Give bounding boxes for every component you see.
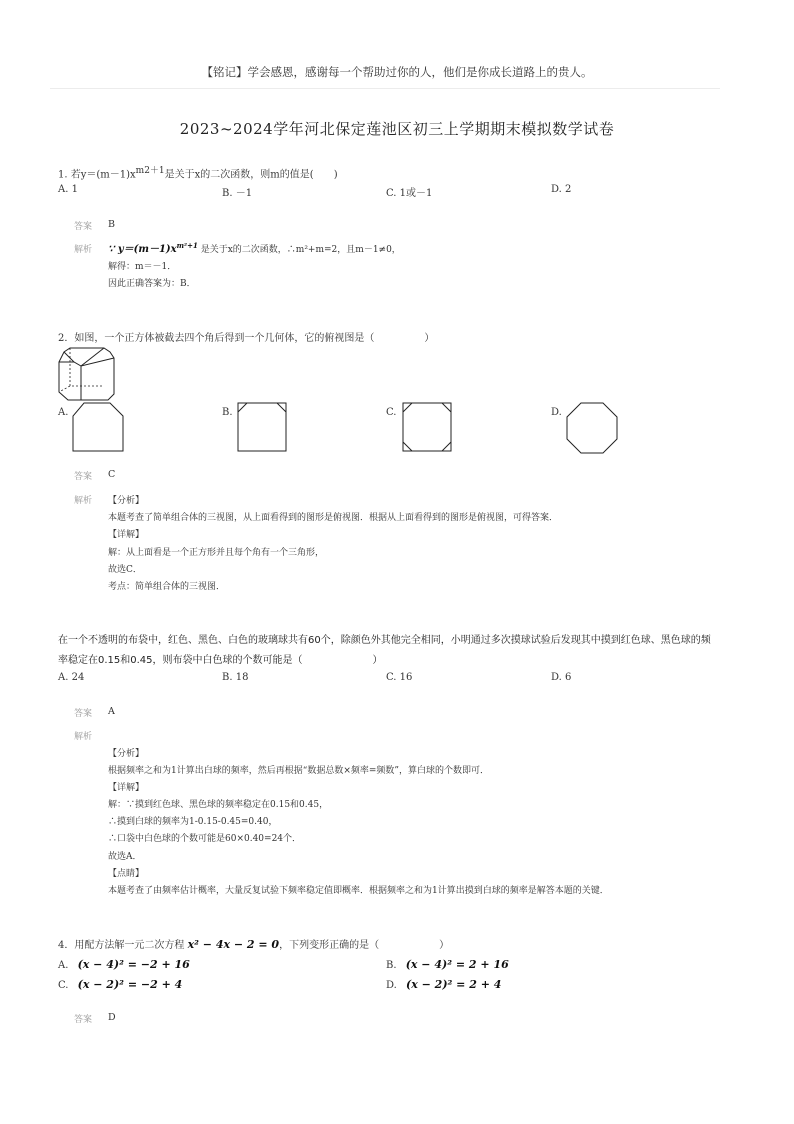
q1-analysis-text: 是关于x的二次函数，∴m²+m=2，且m－1≠0， xyxy=(200,245,401,255)
q1-option-a: A. 1 xyxy=(58,184,78,195)
q4-option-d-math: (x − 2)² = 2 + 4 xyxy=(406,978,502,991)
q4-option-a-letter: A. xyxy=(58,960,69,971)
q1-analysis-math-exponent: m²+1 xyxy=(176,241,198,250)
q4-option-b-math: (x − 4)² = 2 + 16 xyxy=(405,958,509,971)
q3-analysis-line-6: ∴口袋中白色球的个数可能是60×0.40=24个． xyxy=(108,834,302,844)
question-1-stem xyxy=(58,163,338,180)
q3-option-b: B. 18 xyxy=(222,672,249,683)
q1-option-c: C. 1或－1 xyxy=(386,188,433,199)
q2-analysis-label: 解析 xyxy=(74,496,93,506)
q3-option-c: C. 16 xyxy=(386,672,413,683)
motto-banner: 【铭记】学会感恩，感谢每一个帮助过你的人，他们是你成长道路上的贵人。 xyxy=(201,65,593,79)
q2-option-c-shape xyxy=(402,402,452,452)
q4-answer-label: 答案 xyxy=(74,1015,93,1025)
q3-analysis-line-1: 【分析】 xyxy=(108,749,145,759)
q3-analysis-line-4: 解：∵摸到红色球、黑色球的频率稳定在0.15和0.45， xyxy=(108,800,329,810)
q2-analysis-line-3: 【详解】 xyxy=(108,530,145,540)
truncated-cube-figure xyxy=(58,344,124,402)
q4-option-c xyxy=(58,978,182,991)
q2-option-b-letter: B. xyxy=(222,407,233,418)
question-4-text-a: 4．用配方法解一元二次方程 xyxy=(58,940,185,951)
q4-option-a xyxy=(58,958,190,971)
q3-option-a: A. 24 xyxy=(58,672,85,683)
q2-option-d-letter: D. xyxy=(551,407,562,418)
header-divider xyxy=(50,88,720,89)
q2-analysis-line-1: 【分析】 xyxy=(108,496,145,506)
q2-option-a-letter: A. xyxy=(58,407,69,418)
q1-option-d: D. 2 xyxy=(551,184,572,195)
q1-analysis-label: 解析 xyxy=(74,245,93,255)
q1-answer-label: 答案 xyxy=(74,222,93,232)
q3-analysis-label: 解析 xyxy=(74,732,93,742)
q3-answer-value: A xyxy=(108,706,115,717)
q4-option-d xyxy=(386,978,501,991)
question-1-exponent: m2＋1 xyxy=(135,166,165,176)
q1-analysis-line-1 xyxy=(108,240,401,255)
question-3-stem-line-2: 率稳定在0.15和0.45，则布袋中白色球的个数可能是（ ） xyxy=(58,655,383,666)
q1-analysis-line-2: 解得：m＝－1． xyxy=(108,262,177,272)
q3-answer-label: 答案 xyxy=(74,709,93,719)
q4-option-d-letter: D. xyxy=(386,980,397,991)
question-1-text-b: 是关于x的二次函数，则m的值是( ) xyxy=(164,169,338,181)
q2-analysis-line-2: 本题考查了简单组合体的三视图，从上面看得到的图形是俯视图．根据从上面看得到的图形是俯视图，可得答案． xyxy=(108,513,559,523)
q4-option-b-letter: B. xyxy=(386,960,397,971)
q3-analysis-line-2: 根据频率之和为1计算出白球的频率，然后再根据“数据总数×频率=频数”，算白球的个数即可． xyxy=(108,766,490,776)
q4-answer-value: D xyxy=(108,1012,116,1023)
q3-analysis-line-7: 故选A． xyxy=(108,852,142,862)
q1-option-b: B. －1 xyxy=(222,188,253,199)
q1-analysis-math: ∵ y＝(m－1)x xyxy=(108,244,177,255)
q3-analysis-line-5: ∴摸到白球的频率为1-0.15-0.45=0.40， xyxy=(108,817,278,827)
q4-option-c-math: (x − 2)² = −2 + 4 xyxy=(77,978,183,991)
q3-analysis-line-9: 本题考查了由频率估计概率，大量反复试验下频率稳定值即概率．根据频率之和为1计算出摸到白球的频率是解答本题的关键． xyxy=(108,886,609,896)
question-3-stem-line-1: 在一个不透明的布袋中，红色、黑色、白色的玻璃球共有60个，除颜色外其他完全相同，小明通过多次摸球试验后发现其中摸到红色球、黑色球的频 xyxy=(58,635,711,646)
q3-analysis-line-3: 【详解】 xyxy=(108,783,145,793)
question-1-text-a: 若y＝(m－1)x xyxy=(70,169,136,181)
question-2-stem: 2．如图，一个正方体被截去四个角后得到一个几何体，它的俯视图是（ ） xyxy=(58,333,435,344)
q2-option-b-shape xyxy=(237,402,287,452)
question-4-text-b: ，下列变形正确的是（ ） xyxy=(279,940,450,951)
q2-option-d-shape xyxy=(566,402,618,454)
q4-option-b xyxy=(386,958,509,971)
q2-option-c-letter: C. xyxy=(386,407,397,418)
q1-answer-value: B xyxy=(108,219,115,230)
q3-analysis-line-8: 【点睛】 xyxy=(108,869,145,879)
q2-analysis-line-4: 解：从上面看是一个正方形并且每个角有一个三角形， xyxy=(108,548,325,558)
question-4-equation: x² − 4x − 2 = 0 xyxy=(187,938,280,951)
q2-analysis-line-5: 故选C． xyxy=(108,565,142,575)
q2-analysis-line-6: 考点：简单组合体的三视图． xyxy=(108,582,226,592)
question-1-number: 1. xyxy=(58,169,68,181)
q2-answer-label: 答案 xyxy=(74,472,93,482)
q1-analysis-line-3: 因此正确答案为：B． xyxy=(108,279,196,289)
q4-option-c-letter: C. xyxy=(58,980,69,991)
question-4-stem xyxy=(58,936,449,951)
exam-title: 2023~2024学年河北保定莲池区初三上学期期末模拟数学试卷 xyxy=(179,120,615,138)
q4-option-a-math: (x − 4)² = −2 + 16 xyxy=(77,958,190,971)
q2-answer-value: C xyxy=(108,469,116,480)
q3-option-d: D. 6 xyxy=(551,672,572,683)
q2-option-a-shape xyxy=(72,402,124,452)
